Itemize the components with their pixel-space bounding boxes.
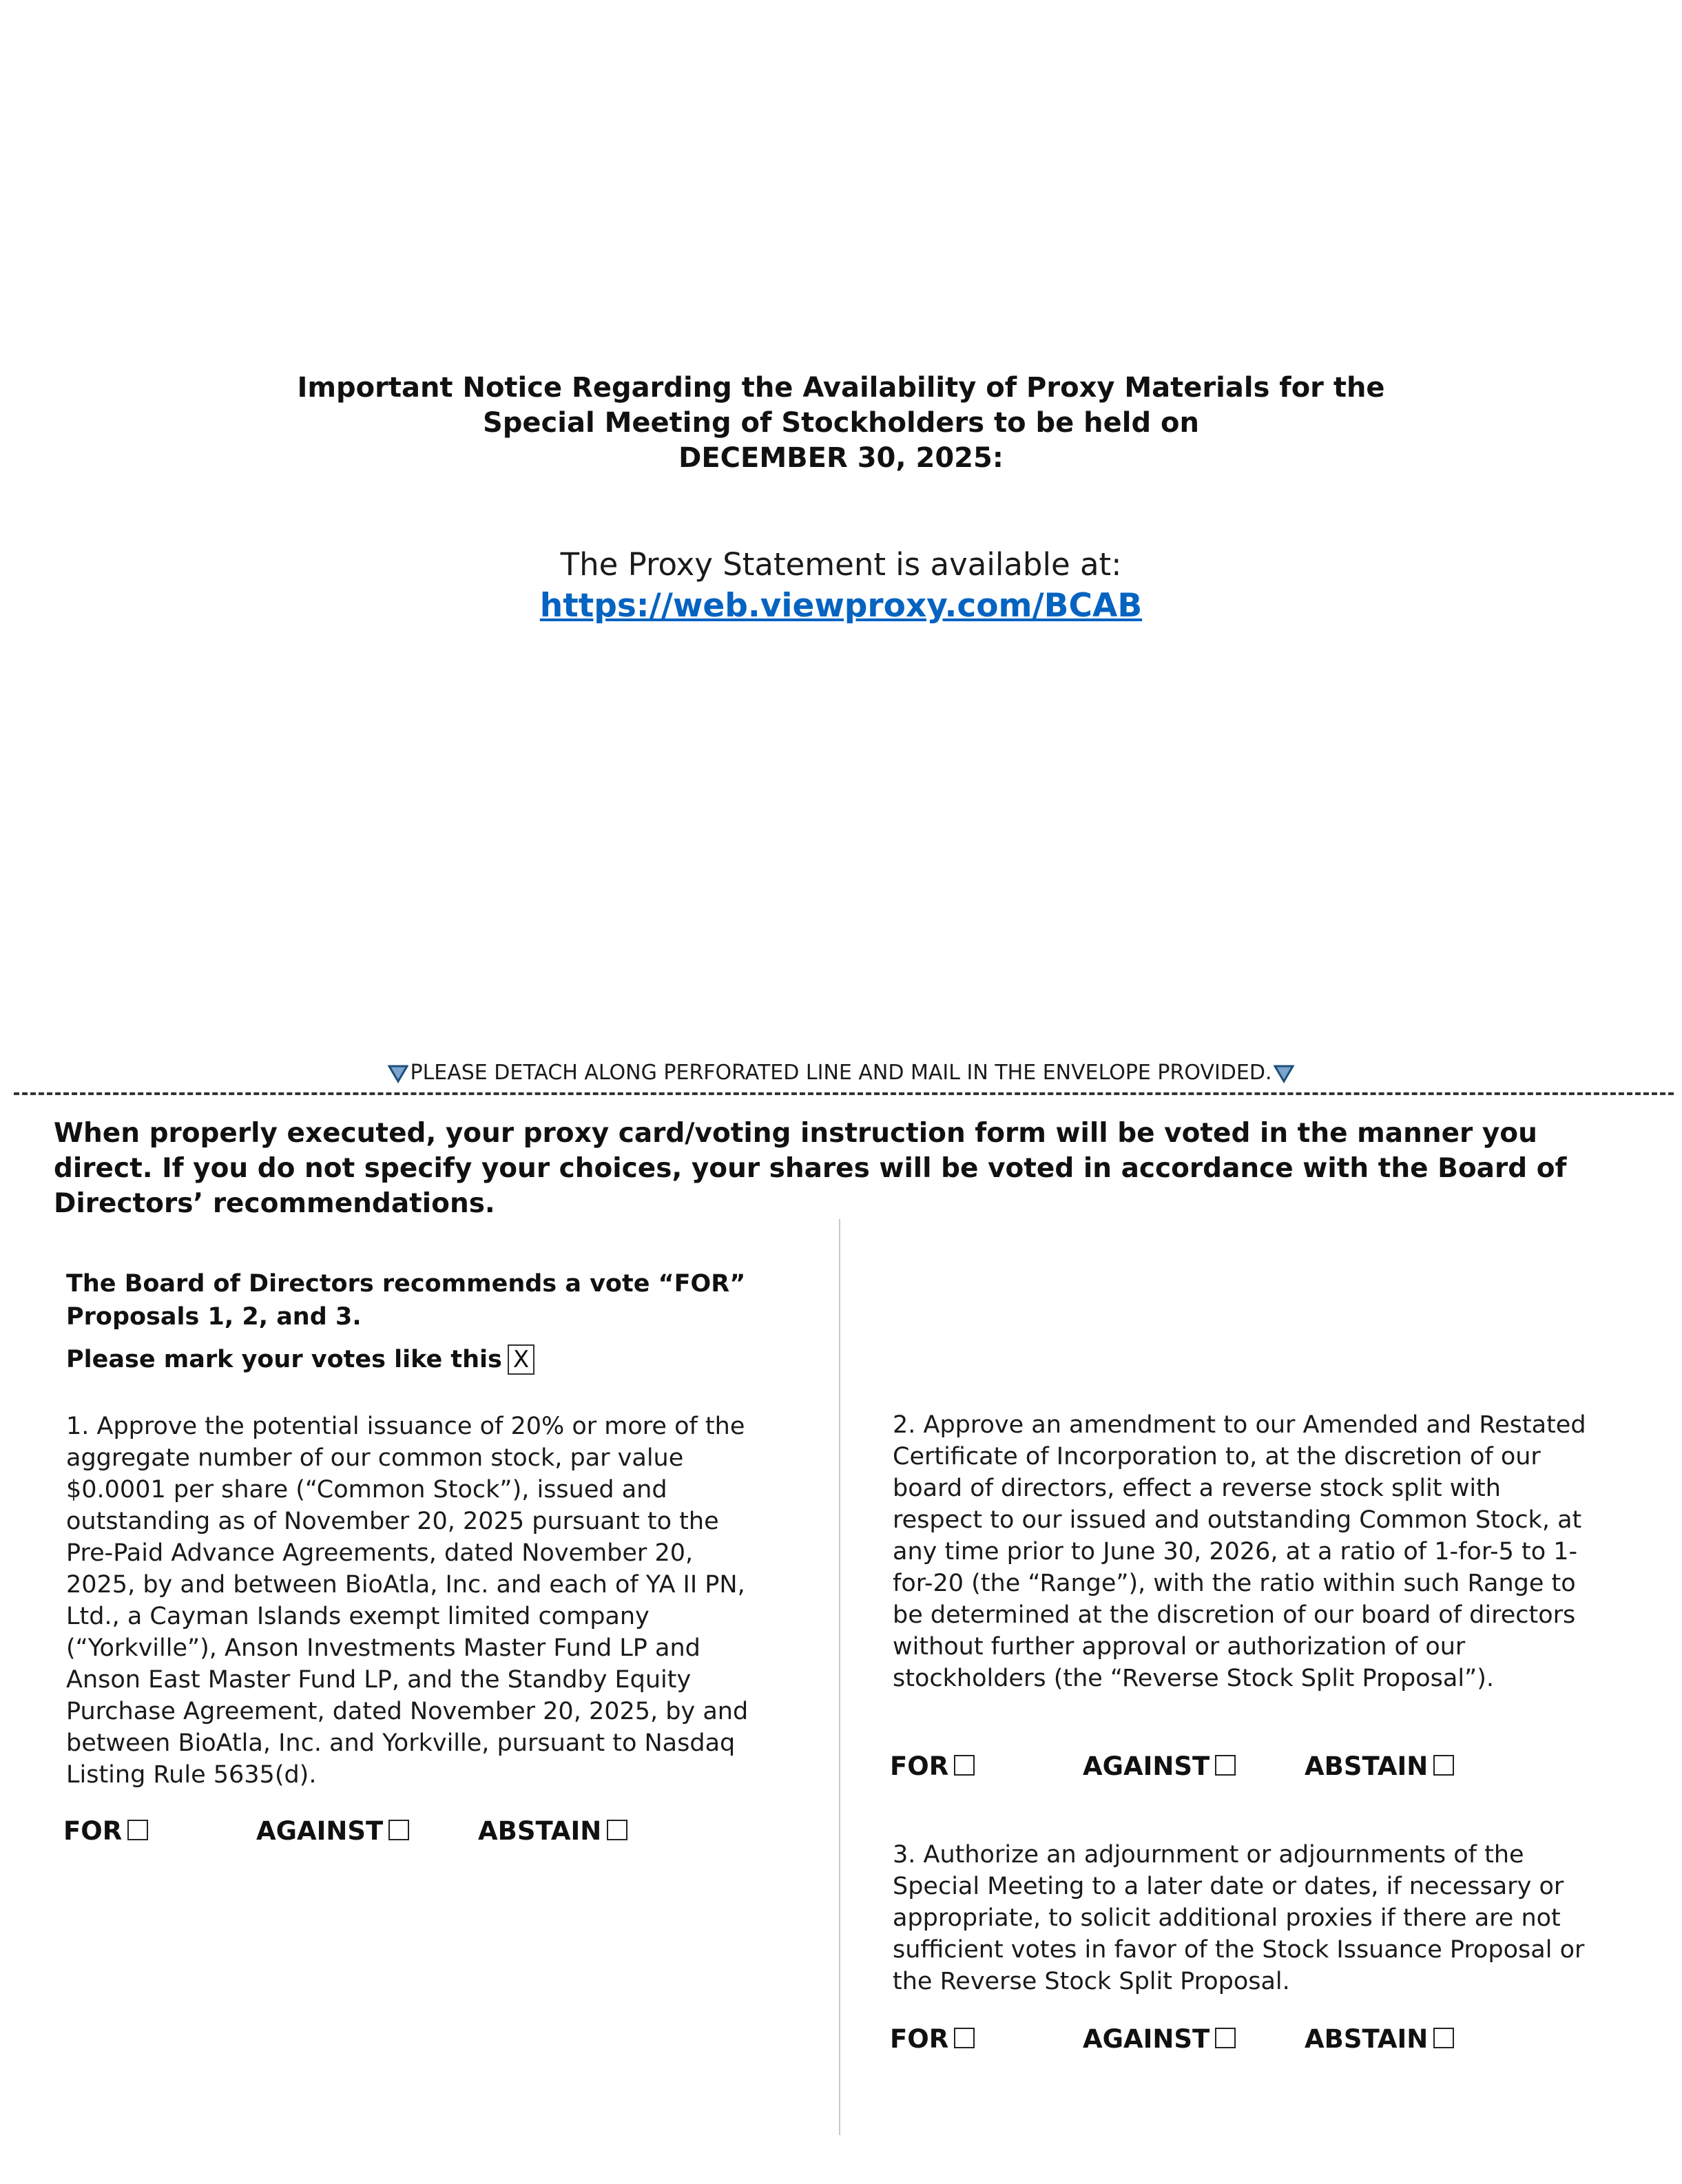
column-divider bbox=[839, 1219, 840, 2135]
availability-block bbox=[0, 544, 1682, 627]
checkbox-icon[interactable] bbox=[607, 1820, 627, 1840]
mark-hint-text: Please mark your votes like this bbox=[66, 1346, 502, 1373]
proxy-statement-link[interactable]: https://web.viewproxy.com/BCAB bbox=[539, 587, 1143, 625]
proposal-3-for[interactable]: FOR bbox=[890, 2024, 975, 2055]
proposal-2-for[interactable]: FOR bbox=[890, 1751, 975, 1782]
availability-text: The Proxy Statement is available at: bbox=[560, 546, 1122, 583]
down-triangle-icon bbox=[388, 1064, 408, 1083]
proposal-1-text: 1. Approve the potential issuance of 20% or more of the aggregate number of our common stock, par value $0.0001 per share (“Common Stock”), issued and outstanding as of November 20, 2025 pursuant to the Pre-Paid Advance Agreements, dated November 20, 2025, by and between BioAtla, Inc. and each of YA II PN, Ltd., a Cayman Islands exempt limited company (“Yorkville”), Anson Investments Master Fund LP and Anson East Master Fund LP, and the Standby Equity Purchase Agreement, dated November 20, 2025, by and between BioAtla, Inc. and Yorkville, pursuant to Nasdaq Listing Rule 5635(d). bbox=[66, 1413, 749, 1789]
checkbox-icon[interactable] bbox=[1433, 1755, 1454, 1776]
board-line-2: Proposals 1, 2, and 3. bbox=[66, 1303, 362, 1331]
board-line-1: The Board of Directors recommends a vote “FOR” bbox=[66, 1270, 746, 1298]
perforated-line bbox=[14, 1092, 1674, 1095]
proposal-3-text: 3. Authorize an adjournment or adjournments of the Special Meeting to a later date or dates, if necessary or appropriate, to solicit additional proxies if there are not sufficient votes in favor of the Stock Issuance Proposal or the Reverse Stock Split Proposal. bbox=[893, 1841, 1585, 1995]
proposal-1-for[interactable]: FOR bbox=[63, 1816, 148, 1847]
checkbox-icon[interactable] bbox=[388, 1820, 409, 1840]
checkbox-icon[interactable] bbox=[1433, 2028, 1454, 2048]
notice-heading bbox=[0, 371, 1682, 476]
down-triangle-icon bbox=[1274, 1064, 1294, 1083]
proposal-3-abstain[interactable]: ABSTAIN bbox=[1305, 2024, 1454, 2055]
mark-votes-hint bbox=[66, 1343, 534, 1376]
mark-example-box: X bbox=[508, 1344, 534, 1375]
voting-instruction: When properly executed, your proxy card/voting instruction form will be voted in the manner you direct. If you do not specify your choices, your shares will be voted in accordance with the Board of Directors’ recommendations. bbox=[54, 1118, 1567, 1219]
proposal-2-text: 2. Approve an amendment to our Amended and Restated Certificate of Incorporation to, at the discretion of our board of directors, effect a reverse stock split with respect to our issued and outstanding Common Stock, at any time prior to June 30, 2026, at a ratio of 1-for-5 to 1-for-20 (the “Range”), with the ratio within such Range to be determined at the discretion of our board of directors without further approval or authorization of our stockholders (the “Reverse Stock Split Proposal”). bbox=[893, 1411, 1586, 1692]
proposal-2-against[interactable]: AGAINST bbox=[1083, 1751, 1236, 1782]
board-recommendation bbox=[66, 1267, 745, 1333]
checkbox-icon[interactable] bbox=[127, 1820, 148, 1840]
proposal-1-abstain[interactable]: ABSTAIN bbox=[478, 1816, 627, 1847]
checkbox-icon[interactable] bbox=[954, 1755, 975, 1776]
proposal-1-against[interactable]: AGAINST bbox=[256, 1816, 409, 1847]
detach-instruction bbox=[0, 1059, 1682, 1087]
notice-line-2: Special Meeting of Stockholders to be held on bbox=[482, 407, 1200, 439]
notice-line-1: Important Notice Regarding the Availability of Proxy Materials for the bbox=[297, 372, 1385, 404]
checkbox-icon[interactable] bbox=[1215, 2028, 1236, 2048]
notice-line-3: DECEMBER 30, 2025: bbox=[678, 442, 1004, 474]
proposal-3-against[interactable]: AGAINST bbox=[1083, 2024, 1236, 2055]
detach-text: PLEASE DETACH ALONG PERFORATED LINE AND MAIL IN THE ENVELOPE PROVIDED. bbox=[410, 1061, 1272, 1085]
proposal-2-abstain[interactable]: ABSTAIN bbox=[1305, 1751, 1454, 1782]
checkbox-icon[interactable] bbox=[1215, 1755, 1236, 1776]
checkbox-icon[interactable] bbox=[954, 2028, 975, 2048]
